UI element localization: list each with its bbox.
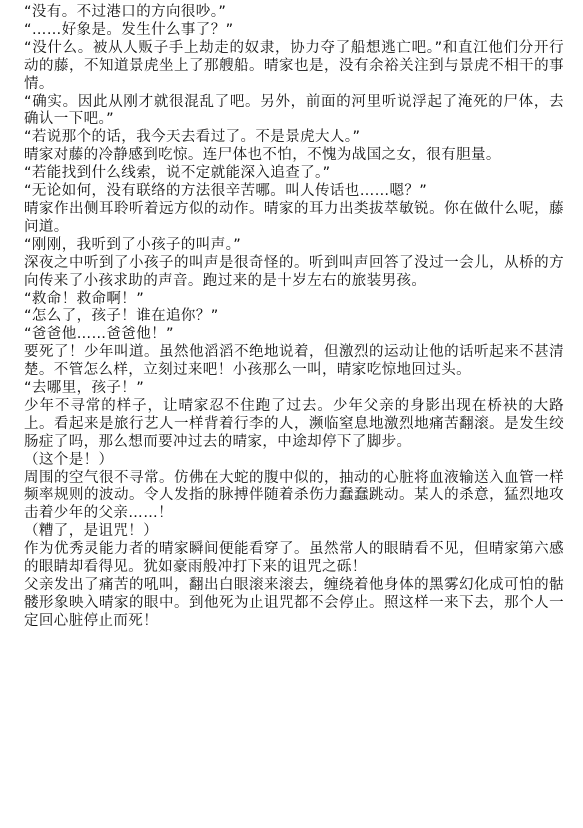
paragraph: “刚刚，我听到了小孩子的叫声。” [24, 236, 242, 253]
paragraph: 晴家对藤的冷静感到吃惊。连尸体也不怕，不愧为战国之女，很有胆量。 [24, 147, 501, 164]
paragraph: “救命！救命啊！” [24, 290, 145, 307]
paragraph: “若能找到什么线索，说不定就能深入追查了。” [24, 165, 331, 182]
paragraph: 要死了！少年叫道。虽然他滔滔不绝地说着，但激烈的运动让他的话听起来不甚清楚。不管怎么样，立刻过来吧！小孩那么一叫，晴家吃惊地回过头。 [24, 344, 564, 379]
paragraph: “去哪里，孩子！” [24, 380, 145, 397]
paragraph: “爸爸他……爸爸他！” [24, 326, 174, 343]
paragraph: “没什么。被从人贩子手上劫走的奴隶，协力夺了船想逃亡吧。”和直江他们分开行动的藤，不知道景虎坐上了那艘船。晴家也是，没有余裕关注到与景虎不相干的事情。 [24, 39, 564, 92]
paragraph: （糟了，是诅咒！） [24, 523, 159, 540]
paragraph: “……好象是。发生什么事了？” [24, 21, 234, 38]
paragraph: “无论如何，没有联络的方法很辛苦哪。叫人传话也……嗯？” [24, 183, 428, 200]
paragraph: 少年不寻常的样子，让晴家忍不住跑了过去。少年父亲的身影出现在桥袂的大路上。看起来是旅行艺人一样背着行李的人，濒临窒息地激烈地痛苦翻滚。是发生绞肠症了吗，那么想而要冲过去的晴家，中途却停下了脚步。 [24, 397, 564, 450]
paragraph: “确实。因此从刚才就很混乱了吧。另外，前面的河里听说浮起了淹死的尸体，去确认一下吧。” [24, 93, 564, 128]
paragraph: 深夜之中听到了小孩子的叫声是很奇怪的。听到叫声回答了没过一会儿，从桥的方向传来了小孩求助的声音。跑过来的是十岁左右的旅装男孩。 [24, 254, 564, 289]
paragraph: “若说那个的话，我今天去看过了。不是景虎大人。” [24, 129, 361, 146]
paragraph: 父亲发出了痛苦的吼叫，翻出白眼滚来滚去，缠绕着他身体的黑雾幻化成可怕的骷髅形象映入晴家的眼中。到他死为止诅咒都不会停止。照这样一来下去，那个人一定回心脏停止而死！ [24, 577, 564, 629]
paragraph: “怎么了，孩子！谁在追你？” [24, 308, 219, 325]
paragraph: 周围的空气很不寻常。仿佛在大蛇的腹中似的，抽动的心脏将血液输送入血管一样频率规则的波动。令人发指的脉搏伴随着杀伤力蠢蠢跳动。某人的杀意，猛烈地攻击着少年的父亲……！ [24, 469, 564, 522]
paragraph: 作为优秀灵能力者的晴家瞬间便能看穿了。虽然常人的眼睛看不见，但晴家第六感的眼睛却看得见。犹如豪雨般冲打下来的诅咒之砾！ [24, 541, 564, 576]
body-text [24, 4, 564, 631]
paragraph: （这个是！） [24, 451, 114, 468]
paragraph: “没有。不过港口的方向很吵。” [24, 4, 227, 20]
paragraph: 晴家作出侧耳聆听着远方似的动作。晴家的耳力出类拔萃敏锐。你在做什么呢，藤问道。 [24, 200, 564, 235]
